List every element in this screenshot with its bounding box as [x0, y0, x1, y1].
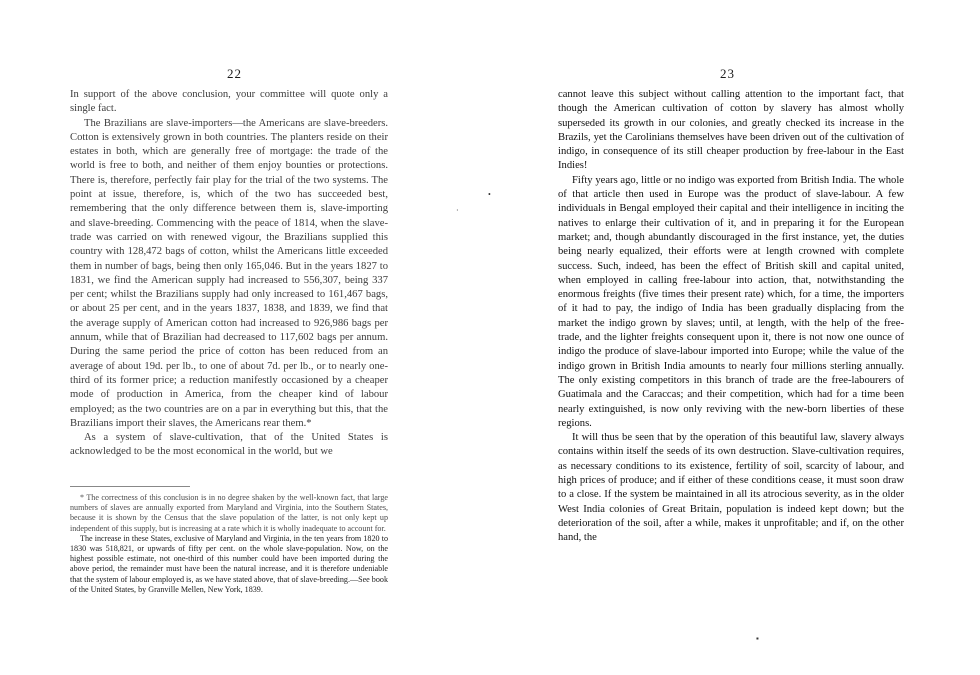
page-number: 23 — [720, 66, 735, 81]
right-page — [490, 0, 980, 675]
paragraph: As a system of slave-cultivation, that of the United States is acknowledged to be the most economical in the world, but we — [70, 432, 388, 458]
ink-speck: • — [488, 190, 491, 199]
paragraph: cannot leave this subject without calling attention to the important fact, that though the American cultivation of cotton by slavery has almost wholly superseded its growth in our colonies, and greatly checked its increase in the Brazils, yet the Carolinians themselves have been driven out of the cultivation of indigo, in consequence of its still cheaper production by free-labour in the East Indies! — [558, 89, 904, 172]
page-number: 22 — [227, 66, 242, 81]
ink-speck: ▪ — [756, 634, 759, 643]
paragraph: Fifty years ago, little or no indigo was exported from British India. The whole of that article then used in Europe was the product of slave-labour. A few individuals in Bengal employed their capital and their intelligence in inciting the natives to enlarge their cultivation of it, and in preparing it for the European market; and, though abundantly discouraged in the first instance, yet, the duties being nearly equalized, their efforts were at length crowned with complete success. Such, indeed, has been the effect of British skill and capital united, when employed in calling free-labour into action, that, notwithstanding the enormous freights (five times their present rate) which, for a time, the importers of it had to pay, the indigo of India has been gradually displacing from the market the indigo grown by slaves; until, at length, with the help of the free-trade, and the lighter freights consequent upon it, there is not now one ounce of indigo the produce of slave-labour imported into Europe; while the value of the indigo grown in British India amounts to nearly four millions sterling annually. The only existing competitors in this branch of trade are the free-labourers of Guatimala and the Caraccas; and their competition, which had for a time been nearly extinguished, is now only reviving with the new-born liberties of these regions. — [558, 174, 904, 429]
ink-speck: · — [456, 206, 459, 215]
paragraph: It will thus be seen that by the operation of this beautiful law, slavery always contains within itself the seeds of its own destruction. Slave-cultivation requires, as necessary conditions to its existence, fertility of soil, scarcity of labour, and high prices of produce; and if either of these conditions cease, it must soon draw to a close. If the system be maintained in all its atrocious severity, as in the older West India colonies of Great Britain, population is indeed kept down; but the deterioration of the soil, after a while, makes it unprofitable; and if, on the other hand, the — [558, 432, 904, 544]
page-body — [558, 88, 904, 546]
paragraph: The Brazilians are slave-importers—the Americans are slave-breeders. Cotton is extensively grown in both countries. The planters reside on their estates in both, which are generally free of mortgage: the trade of the world is free to both, and neither of them enjoy bounties or protections. There is, therefore, perfectly fair play for the trial of the two systems. The point at issue, therefore, is, which of the two has succeeded best, remembering that the only difference between them is, slave-importing and slave-breeding. Commencing with the peace of 1814, when the slave-trade was carried on with renewed vigour, the Brazilians supplied this country with 128,472 bags of cotton, whilst the Americans little exceeded them in number of bags, being then only 165,046. But in the years 1827 to 1831, we find the American supply had increased to 556,307, being 337 per cent; whilst the Brazilians supply had only increased to 161,467 bags, or about 25 per cent, and in the years 1837, 1838, and 1839, we find that the average supply of American cotton had increased to 926,986 bags per annum, while that of Brazilian had decreased to 117,602 bags per annum. During the same period the price of cotton has been reduced from an average of about 19d. per lb., to one of about 7d. per lb., or to nearly one-third of its former price; a reduction manifestly occasioned by a cheaper mode of production in America, from the cheaper kind of labour employed; as the two countries are on a par in everything but this, that the Brazilians import their slaves, the Americans rear them.* — [70, 117, 388, 429]
footnote-paragraph: * The correctness of this conclusion is in no degree shaken by the well-known fact, that large numbers of slaves are annually exported from Maryland and Virginia, into the Southern States, because it is shown by the Census that the slave population of the latter, is not only kept up independent of this supply, but is increasing at a rate which it is wholly inadequate to account for. — [70, 493, 388, 533]
footnote — [70, 493, 388, 595]
paragraph: In support of the above conclusion, your committee will quote only a single fact. — [70, 89, 388, 115]
footnote-divider — [70, 486, 190, 487]
footnote-paragraph: The increase in these States, exclusive of Maryland and Virginia, in the ten years from 1820 to 1830 was 518,821, or upwards of fifty per cent. on the whole slave-population. Now, on the highest possible estimate, not one-third of this number could have been imported during the above period, the remainder must have been the natural increase, and it is therefore undeniable that the system of labour employed is, as we have stated above, that of slave-breeding.—See book of the United States, by Granville Mellen, New York, 1839. — [70, 533, 388, 594]
left-page — [0, 0, 480, 675]
page-body — [70, 88, 388, 460]
